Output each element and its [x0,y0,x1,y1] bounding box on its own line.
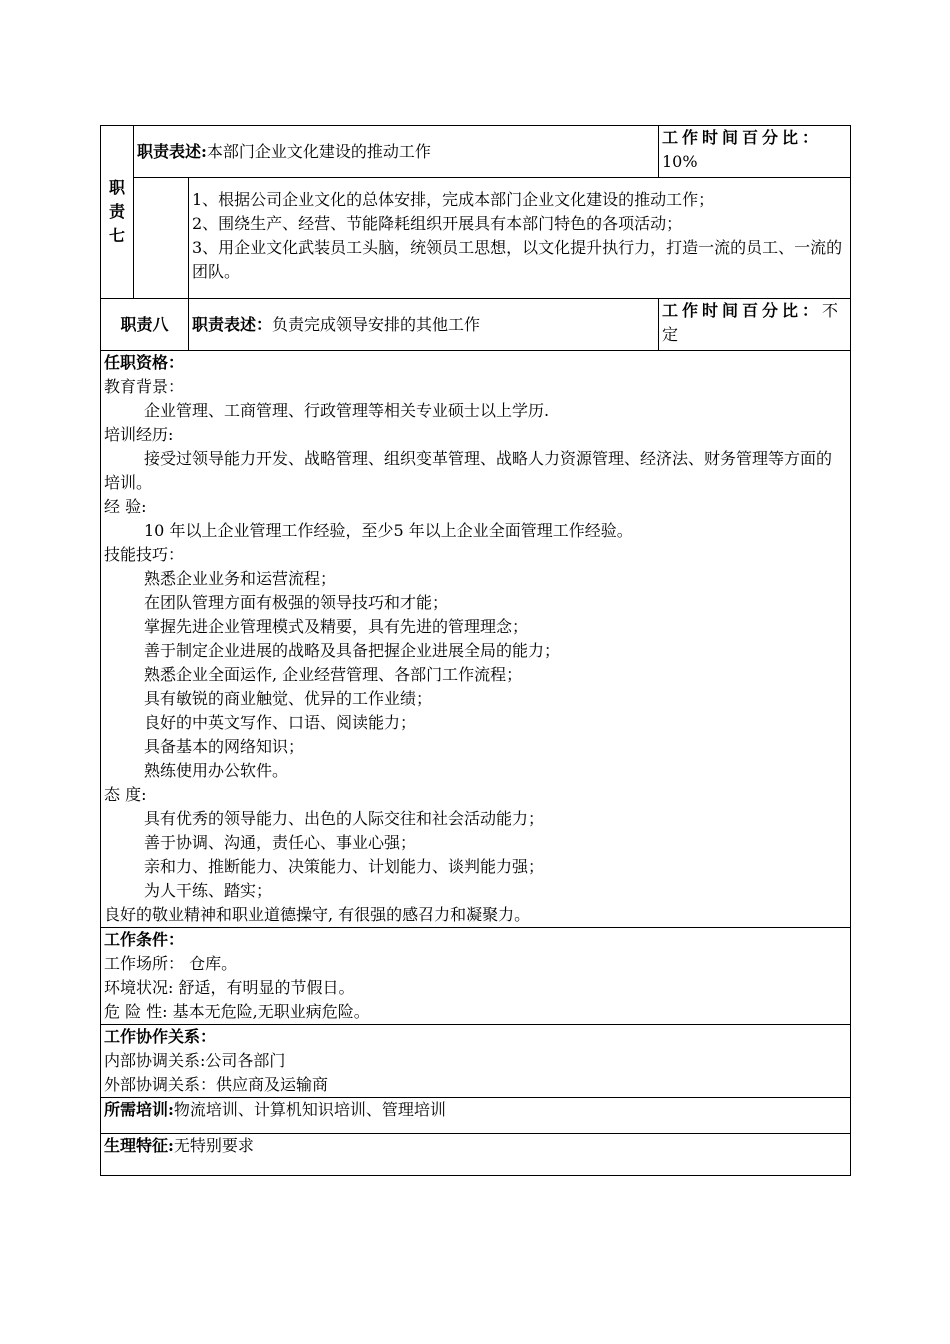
duty7-item: 1、根据公司企业文化的总体安排，完成本部门企业文化建设的推动工作； [192,190,715,209]
duty7-item: 2、围绕生产、经营、节能降耗组织开展具有本部门特色的各项活动； [192,214,683,233]
qualifications-row [101,351,851,928]
duty7-blank-cell [134,178,189,299]
duty7-label-cell [101,126,134,299]
experience-label: 经 验: [104,497,147,516]
skill-item: 掌握先进企业管理模式及精要，具有先进的管理理念； [144,617,529,636]
skill-item: 熟练使用办公软件。 [144,761,289,780]
qualifications-title: 任职资格： [104,353,185,372]
skill-item: 熟悉企业全面运作, 企业经营管理、各部门工作流程； [144,665,523,684]
education-text: 企业管理、工商管理、行政管理等相关专业硕士以上学历. [144,401,550,420]
duty7-header-row [101,126,851,178]
training-needed-row [101,1098,851,1134]
duty8-desc-label: 职责表述： [192,314,273,334]
duty7-items-cell [189,178,851,299]
duty7-pct-cell [659,126,851,178]
skill-item: 在团队管理方面有极强的领导技巧和才能； [144,593,449,612]
relations-row [101,1025,851,1098]
skill-item: 熟悉企业业务和运营流程； [144,569,337,588]
skill-item: 具备基本的网络知识； [144,737,305,756]
attitude-item: 具有优秀的领导能力、出色的人际交往和社会活动能力； [144,809,545,828]
duty8-pct-cell [659,299,851,351]
attitude-item: 亲和力、推断能力、决策能力、计划能力、谈判能力强； [144,857,545,876]
duty7-item: 3、用企业文化武装员工头脑，统领员工思想，以文化提升执行力，打造一流的员工、一流的团队。 [192,238,843,281]
duty7-desc-cell [134,126,659,178]
relations-line: 内部协调关系:公司各部门 [104,1051,286,1070]
attitude-last: 良好的敬业精神和职业道德操守, 有很强的感召力和凝聚力。 [104,905,531,924]
training-needed-text: 物流培训、计算机知识培训、管理培训 [173,1100,446,1119]
conditions-line: 危 险 性: 基本无危险,无职业病危险。 [104,1002,370,1021]
training-text: 接受过领导能力开发、战略管理、组织变革管理、战略人力资源管理、经济法、财务管理等方面的培训。 [104,449,833,492]
duty8-row [101,299,851,351]
duty8-label-cell [101,299,189,351]
education-label: 教育背景： [104,377,185,396]
relations-line: 外部协调关系：供应商及运输商 [104,1075,329,1094]
duty8-label: 职责八 [120,314,169,334]
duty7-label: 职责七 [109,178,126,245]
physical-cell [101,1134,851,1176]
qualifications-cell [101,351,851,928]
attitude-item: 为人干练、踏实； [144,881,273,900]
skills-label: 技能技巧： [104,545,185,564]
physical-text: 无特别要求 [173,1136,254,1155]
duty8-pct-value: 不定 [662,301,840,344]
duty8-desc-cell [189,299,659,351]
relations-title: 工作协作关系： [104,1027,217,1046]
skill-item: 良好的中英文写作、口语、阅读能力； [144,713,417,732]
physical-row [101,1134,851,1176]
conditions-line: 环境状况: 舒适，有明显的节假日。 [104,978,355,997]
duty7-items-row [101,178,851,299]
duty7-pct-label: 工作时间百分比： [662,128,823,147]
experience-text: 10 年以上企业管理工作经验，至少5 年以上企业全面管理工作经验。 [144,521,633,540]
skill-item: 善于制定企业进展的战略及具备把握企业进展全局的能力； [144,641,561,660]
conditions-title: 工作条件： [104,930,185,949]
conditions-row [101,928,851,1025]
training-needed-label: 所需培训: [104,1100,174,1119]
attitude-label: 态 度: [104,785,147,804]
relations-cell [101,1025,851,1098]
conditions-cell [101,928,851,1025]
physical-label: 生理特征: [104,1136,174,1155]
attitude-item: 善于协调、沟通，责任心、事业心强； [144,833,417,852]
duty7-pct-value: 10% [662,152,698,171]
duty8-desc-text: 负责完成领导安排的其他工作 [272,314,481,334]
duty7-desc-text: 本部门企业文化建设的推动工作 [206,141,431,161]
conditions-line: 工作场所： 仓库。 [104,954,238,973]
training-needed-cell [101,1098,851,1134]
job-description-table [100,125,851,1176]
skill-item: 具有敏锐的商业触觉、优异的工作业绩； [144,689,433,708]
duty8-pct-label: 工作时间百分比： [662,301,823,320]
training-label: 培训经历: [104,425,174,444]
duty7-desc-label: 职责表述: [137,141,207,161]
